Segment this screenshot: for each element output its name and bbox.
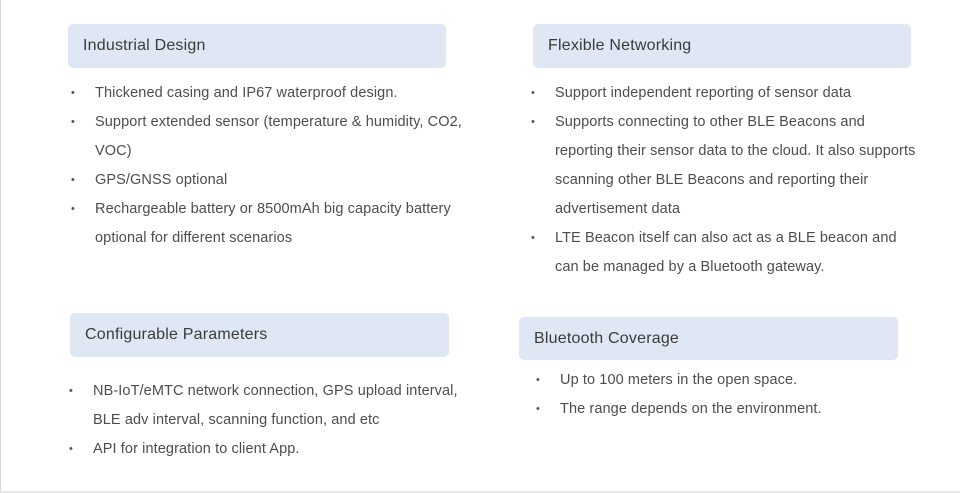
section-title: Flexible Networking — [548, 37, 692, 54]
bullet-icon: • — [71, 87, 75, 99]
bullet-icon: • — [531, 116, 535, 128]
bullet-icon: • — [536, 374, 540, 386]
bullet-icon: • — [531, 232, 535, 244]
section-flexible-networking — [533, 24, 924, 282]
bullet-list — [69, 79, 469, 253]
section-header — [519, 317, 898, 360]
list-item: • Support independent reporting of sensor data — [529, 79, 924, 108]
bullet-icon: • — [531, 87, 535, 99]
section-header — [68, 24, 446, 68]
bullet-icon: • — [69, 385, 73, 397]
bullet-icon: • — [71, 116, 75, 128]
bullet-list — [529, 79, 924, 282]
bullet-icon: • — [71, 174, 75, 186]
section-industrial-design — [68, 24, 469, 253]
bullet-list — [534, 366, 894, 424]
list-item: • Up to 100 meters in the open space. — [534, 366, 894, 395]
section-title: Industrial Design — [83, 37, 206, 54]
list-item: • LTE Beacon itself can also act as a BLE beacon and can be managed by a Bluetooth gateway. — [529, 224, 924, 282]
bullet-icon: • — [71, 203, 75, 215]
section-header — [533, 24, 911, 68]
list-item: • Rechargeable battery or 8500mAh big capacity battery optional for different scenarios — [69, 195, 469, 253]
list-item: • Supports connecting to other BLE Beacons and reporting their sensor data to the cloud. It also supports scanning other BLE Beacons and reporting their advertisement data — [529, 108, 924, 224]
list-item: • Thickened casing and IP67 waterproof design. — [69, 79, 469, 108]
page-left-border — [0, 0, 1, 493]
section-title: Configurable Parameters — [85, 326, 268, 343]
section-title: Bluetooth Coverage — [534, 329, 680, 347]
bullet-list — [67, 377, 472, 464]
bullet-icon: • — [536, 403, 540, 415]
list-item: • NB-IoT/eMTC network connection, GPS upload interval, BLE adv interval, scanning function, and etc — [67, 377, 472, 435]
bullet-icon: • — [69, 443, 73, 455]
section-bluetooth-coverage — [519, 317, 898, 424]
list-item: • API for integration to client App. — [67, 435, 472, 464]
list-item: • The range depends on the environment. — [534, 395, 894, 424]
list-item: • Support extended sensor (temperature & humidity, CO2, VOC) — [69, 108, 469, 166]
section-header — [70, 313, 449, 357]
section-configurable-parameters — [70, 313, 472, 464]
list-item: • GPS/GNSS optional — [69, 166, 469, 195]
